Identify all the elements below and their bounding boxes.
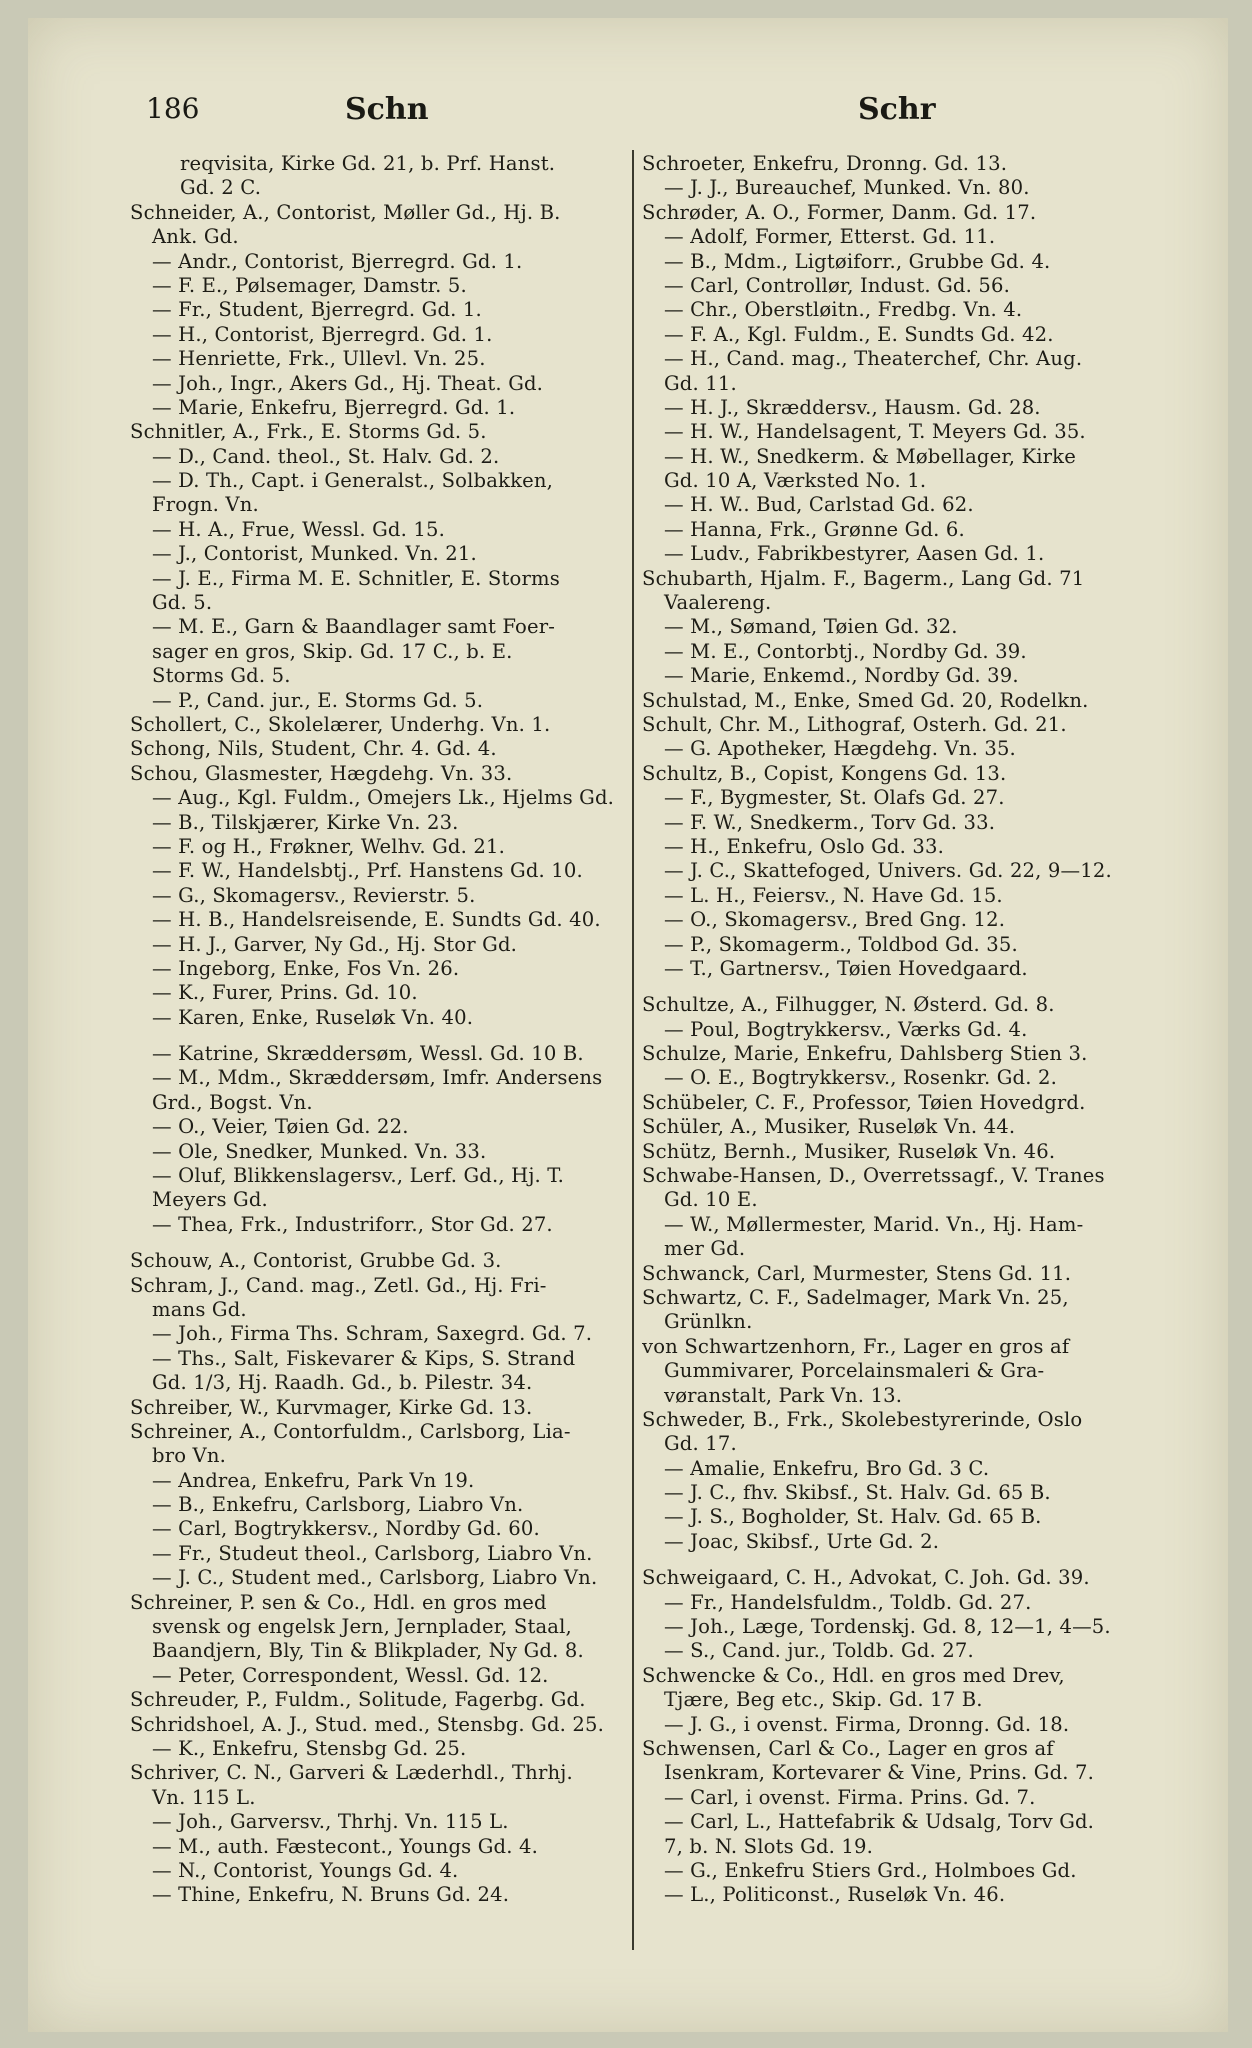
directory-entry-line: — J., Contorist, Munked. Vn. 21. [152,542,477,566]
directory-entry-line: — Joh., Læge, Tordenskj. Gd. 8, 12—1, 4—5. [664,1615,1111,1639]
directory-entry-line: — Joh., Firma Ths. Schram, Saxegrd. Gd. 7. [152,1322,593,1346]
directory-entry-line: Schneider, A., Contorist, Møller Gd., Hj. B. [130,200,561,224]
directory-entry-line: — O., Veier, Tøien Gd. 22. [152,1115,409,1139]
directory-entry-line: — P., Cand. jur., E. Storms Gd. 5. [152,688,484,712]
directory-entry-line: Schrøder, A. O., Former, Danm. Gd. 17. [642,200,1037,224]
directory-entry-line: — N., Contorist, Youngs Gd. 4. [152,1858,459,1882]
directory-entry-line: Gd. 5. [152,591,213,615]
directory-entry-line: — O., Skomagersv., Bred Gng. 12. [664,908,1006,932]
directory-entry-line: Schwabe-Hansen, D., Overretssagf., V. Tranes [642,1164,1105,1188]
directory-entry-line: Gd. 17. [664,1432,737,1456]
directory-entry-line: Isenkram, Kortevarer & Vine, Prins. Gd. 7. [664,1761,1095,1785]
directory-entry-line: — W., Møllermester, Marid. Vn., Hj. Ham- [664,1212,1084,1236]
directory-entry-line: von Schwartzenhorn, Fr., Lager en gros af [642,1334,1070,1358]
directory-entry-line: Schreuder, P., Fuldm., Solitude, Fagerbg. Gd. [130,1688,586,1712]
directory-entry-line: — J. J., Bureauchef, Munked. Vn. 80. [664,176,1030,200]
directory-entry-line: bro Vn. [152,1444,226,1468]
directory-entry-line: — Peter, Correspondent, Wessl. Gd. 12. [152,1663,549,1687]
directory-entry-line: Storms Gd. 5. [152,664,291,688]
directory-entry-line: 7, b. N. Slots Gd. 19. [664,1834,874,1858]
directory-entry-line: sager en gros, Skip. Gd. 17 C., b. E. [152,639,513,663]
directory-entry-line: Gummivarer, Porcelainsmaleri & Gra- [664,1359,1045,1383]
directory-entry-line: — F. W., Handelsbtj., Prf. Hanstens Gd. 10. [152,859,583,883]
directory-entry-line: — Thea, Frk., Industriforr., Stor Gd. 27. [152,1212,553,1236]
directory-entry-line: — J. C., Student med., Carlsborg, Liabro Vn. [152,1566,598,1590]
directory-entry-line: Schweigaard, C. H., Advokat, C. Joh. Gd. 39. [642,1566,1090,1590]
directory-entry-line: Schroeter, Enkefru, Dronng. Gd. 13. [642,152,1008,175]
directory-entry-line: Schwensen, Carl & Co., Lager en gros af [642,1737,1054,1760]
directory-entry-line: Schong, Nils, Student, Chr. 4. Gd. 4. [130,737,497,761]
directory-entry-line: — G. Apotheker, Hægdehg. Vn. 35. [664,737,1016,761]
directory-entry-line: — J. C., Skattefoged, Univers. Gd. 22, 9—12. [664,859,1112,883]
directory-entry-line: — M., Sømand, Tøien Gd. 32. [664,615,958,639]
directory-entry-line: reqvisita, Kirke Gd. 21, b. Prf. Hanst. [180,152,556,175]
directory-entry-line: Vn. 115 L. [152,1785,256,1809]
directory-entry-line: Baandjern, Bly, Tin & Blikplader, Ny Gd. 8. [152,1639,584,1663]
directory-entry-line: — F. A., Kgl. Fuldm., E. Sundts Gd. 42. [664,322,1054,346]
directory-entry-line: Schütz, Bernh., Musiker, Ruseløk Vn. 46. [642,1139,1056,1163]
directory-entry-line: Schreiber, W., Kurvmager, Kirke Gd. 13. [130,1395,533,1419]
directory-entry-line: Tjære, Beg etc., Skip. Gd. 17 B. [664,1688,983,1712]
left-column [130,152,624,1908]
directory-entry-line: — F. W., Snedkerm., Torv Gd. 33. [664,810,996,834]
directory-entry-line: — Carl, i ovenst. Firma. Prins. Gd. 7. [664,1785,1036,1809]
directory-entry-line: — J. C., fhv. Skibsf., St. Halv. Gd. 65 B. [664,1481,1051,1505]
directory-entry-line: Schreiner, A., Contorfuldm., Carlsborg, Lia- [130,1419,571,1443]
directory-entry-line: — Aug., Kgl. Fuldm., Omejers Lk., Hjelms Gd. [152,786,615,810]
directory-entry-line: — Adolf, Former, Etterst. Gd. 11. [664,225,996,249]
directory-entry-line: — D., Cand. theol., St. Halv. Gd. 2. [152,444,500,468]
directory-entry-line: Gd. 1/3, Hj. Raadh. Gd., b. Pilestr. 34. [152,1371,533,1395]
directory-entry-line: — Chr., Oberstløitn., Fredbg. Vn. 4. [664,298,1023,322]
directory-entry-line: — Katrine, Skræddersøm, Wessl. Gd. 10 B. [152,1042,584,1066]
directory-entry-line: — Carl, Controllør, Indust. Gd. 56. [664,273,1010,297]
directory-entry-line: vøranstalt, Park Vn. 13. [664,1383,903,1407]
directory-entry-line: Schübeler, C. F., Professor, Tøien Hovedgrd. [642,1090,1086,1114]
directory-entry-line: — J. E., Firma M. E. Schnitler, E. Storms [152,566,560,590]
directory-entry-line: — B., Tilskjærer, Kirke Vn. 23. [152,810,459,834]
directory-entry-line: Grd., Bogst. Vn. [152,1090,313,1114]
directory-entry-line: — K., Enkefru, Stensbg Gd. 25. [152,1737,467,1760]
directory-entry-line: — T., Gartnersv., Tøien Hovedgaard. [664,956,1028,980]
directory-entry-line: — Henriette, Frk., Ullevl. Vn. 25. [152,347,486,371]
directory-entry-line: — L., Politiconst., Ruseløk Vn. 46. [664,1883,1006,1907]
directory-entry-line: — F. E., Pølsemager, Damstr. 5. [152,273,467,297]
directory-entry-line: — Fr., Student, Bjerregrd. Gd. 1. [152,298,482,322]
directory-entry-line: Vaalereng. [664,591,772,615]
running-head-right: Schr [858,92,936,127]
directory-entry-line: — B., Mdm., Ligtøiforr., Grubbe Gd. 4. [664,249,1051,273]
directory-entry-line: — H. W., Handelsagent, T. Meyers Gd. 35. [664,420,1086,444]
directory-entry-line: — Andrea, Enkefru, Park Vn 19. [152,1468,475,1492]
directory-entry-line: — Oluf, Blikkenslagersv., Lerf. Gd., Hj. T. [152,1164,565,1188]
directory-entry-line: — Carl, L., Hattefabrik & Udsalg, Torv Gd. [664,1810,1095,1834]
directory-entry-line: mer Gd. [664,1237,746,1261]
directory-entry-line: Schwanck, Carl, Murmester, Stens Gd. 11. [642,1261,1072,1285]
right-column [642,152,1134,1908]
column-divider [632,150,634,1950]
directory-entry-line: — Marie, Enkefru, Bjerregrd. Gd. 1. [152,395,516,419]
directory-entry-line: — H. J., Skræddersv., Hausm. Gd. 28. [664,395,1041,419]
entry-gap [642,981,1134,993]
directory-entry-line: — G., Skomagersv., Revierstr. 5. [152,883,476,907]
directory-entry-line: Schulze, Marie, Enkefru, Dahlsberg Stien 3. [642,1042,1088,1066]
entry-gap [130,1030,624,1042]
running-head-left: Schn [345,92,429,127]
directory-entry-line: — Ingeborg, Enke, Fos Vn. 26. [152,956,460,980]
directory-entry-line: — F., Bygmester, St. Olafs Gd. 27. [664,786,1005,810]
directory-entry-line: mans Gd. [152,1297,247,1321]
directory-entry-line: — Carl, Bogtrykkersv., Nordby Gd. 60. [152,1517,540,1541]
directory-entry-line: — H. A., Frue, Wessl. Gd. 15. [152,517,445,541]
directory-entry-line: — Ths., Salt, Fiskevarer & Kips, S. Strand [152,1346,576,1370]
directory-entry-line: — F. og H., Frøkner, Welhv. Gd. 21. [152,834,505,858]
entry-gap [130,1237,624,1249]
directory-entry-line: — M., Mdm., Skræddersøm, Imfr. Andersens [152,1066,603,1090]
directory-entry-line: Schridshoel, A. J., Stud. med., Stensbg. Gd. 25. [130,1712,605,1736]
directory-entry-line: — H. W., Snedkerm. & Møbellager, Kirke [664,444,1076,468]
directory-entry-line: — H. B., Handelsreisende, E. Sundts Gd. 40. [152,908,601,932]
directory-entry-line: — Poul, Bogtrykkersv., Værks Gd. 4. [664,1017,1028,1041]
directory-entry-line: Gd. 11. [664,371,737,395]
directory-entry-line: Schou, Glasmester, Hægdehg. Vn. 33. [130,761,513,785]
directory-entry-line: Schreiner, P. sen & Co., Hdl. en gros med [130,1590,547,1614]
directory-entry-line: — Ludv., Fabrikbestyrer, Aasen Gd. 1. [664,542,1045,566]
directory-entry-line: Schultze, A., Filhugger, N. Østerd. Gd. 8. [642,993,1055,1017]
directory-entry-line: — Joac, Skibsf., Urte Gd. 2. [664,1529,940,1553]
directory-entry-line: — M., auth. Fæstecont., Youngs Gd. 4. [152,1834,538,1858]
directory-entry-line: — P., Skomagerm., Toldbod Gd. 35. [664,932,1018,956]
directory-entry-line: — Amalie, Enkefru, Bro Gd. 3 C. [664,1456,990,1480]
directory-entry-line: — Karen, Enke, Ruseløk Vn. 40. [152,1005,474,1029]
directory-entry-line: Schwencke & Co., Hdl. en gros med Drev, [642,1663,1065,1687]
directory-entry-line: — Hanna, Frk., Grønne Gd. 6. [664,517,965,541]
directory-entry-line: Schweder, B., Frk., Skolebestyrerinde, Oslo [642,1407,1083,1431]
directory-entry-line: — Joh., Garversv., Thrhj. Vn. 115 L. [152,1810,509,1834]
directory-entry-line: — G., Enkefru Stiers Grd., Holmboes Gd. [664,1858,1077,1882]
directory-entry-line: Schulstad, M., Enke, Smed Gd. 20, Rodelkn. [642,688,1089,712]
entry-gap [642,1554,1134,1566]
directory-entry-line: Schollert, C., Skolelærer, Underhg. Vn. 1. [130,712,551,736]
directory-entry-line: — S., Cand. jur., Toldb. Gd. 27. [664,1639,974,1663]
directory-entry-line: — D. Th., Capt. i Generalst., Solbakken, [152,469,553,493]
directory-entry-line: — Fr., Handelsfuldm., Toldb. Gd. 27. [664,1590,1032,1614]
directory-entry-line: — Marie, Enkemd., Nordby Gd. 39. [664,664,1019,688]
directory-entry-line: — Thine, Enkefru, N. Bruns Gd. 24. [152,1883,510,1907]
directory-entry-line: — J. S., Bogholder, St. Halv. Gd. 65 B. [664,1505,1042,1529]
directory-entry-line: Gd. 10 E. [664,1188,758,1212]
page-number: 186 [146,92,200,125]
directory-entry-line: — H., Cand. mag., Theaterchef, Chr. Aug. [664,347,1083,371]
directory-entry-line: — Fr., Studeut theol., Carlsborg, Liabro Vn. [152,1541,593,1565]
directory-entry-line: Ank. Gd. [152,225,239,249]
directory-entry-line: — Ole, Snedker, Munked. Vn. 33. [152,1139,487,1163]
directory-entry-line: — H., Enkefru, Oslo Gd. 33. [664,834,944,858]
directory-entry-line: Gd. 10 A, Værksted No. 1. [664,469,927,493]
directory-entry-line: Meyers Gd. [152,1188,268,1212]
directory-entry-line: Schubarth, Hjalm. F., Bagerm., Lang Gd. 71 [642,566,1085,590]
directory-entry-line: Grünlkn. [664,1310,753,1334]
directory-entry-line: Schnitler, A., Frk., E. Storms Gd. 5. [130,420,487,444]
directory-entry-line: Schriver, C. N., Garveri & Læderhdl., Thrhj. [130,1761,573,1785]
directory-entry-line: — O. E., Bogtrykkersv., Rosenkr. Gd. 2. [664,1066,1057,1090]
directory-entry-line: Schram, J., Cand. mag., Zetl. Gd., Hj. Fri- [130,1273,547,1297]
directory-entry-line: — K., Furer, Prins. Gd. 10. [152,981,418,1005]
directory-entry-line: — J. G., i ovenst. Firma, Dronng. Gd. 18. [664,1712,1070,1736]
directory-entry-line: — M. E., Contorbtj., Nordby Gd. 39. [664,639,1027,663]
directory-entry-line: Gd. 2 C. [180,176,262,200]
directory-entry-line: — L. H., Feiersv., N. Have Gd. 15. [664,883,1003,907]
directory-entry-line: Schüler, A., Musiker, Ruseløk Vn. 44. [642,1115,1016,1139]
directory-entry-line: — B., Enkefru, Carlsborg, Liabro Vn. [152,1493,524,1517]
directory-entry-line: — H. W.. Bud, Carlstad Gd. 62. [664,493,974,517]
directory-entry-line: — H., Contorist, Bjerregrd. Gd. 1. [152,322,493,346]
directory-entry-line: — H. J., Garver, Ny Gd., Hj. Stor Gd. [152,932,518,956]
directory-entry-line: Schult, Chr. M., Lithograf, Osterh. Gd. 21. [642,712,1067,736]
directory-entry-line: — Joh., Ingr., Akers Gd., Hj. Theat. Gd. [152,371,544,395]
directory-entry-line: Schwartz, C. F., Sadelmager, Mark Vn. 25, [642,1285,1069,1309]
directory-entry-line: Schouw, A., Contorist, Grubbe Gd. 3. [130,1249,502,1273]
directory-entry-line: — Andr., Contorist, Bjerregrd. Gd. 1. [152,249,523,273]
directory-entry-line: svensk og engelsk Jern, Jernplader, Staal, [152,1615,572,1639]
directory-entry-line: Schultz, B., Copist, Kongens Gd. 13. [642,761,1007,785]
directory-entry-line: — M. E., Garn & Baandlager samt Foer- [152,615,556,639]
directory-entry-line: Frogn. Vn. [152,493,259,517]
